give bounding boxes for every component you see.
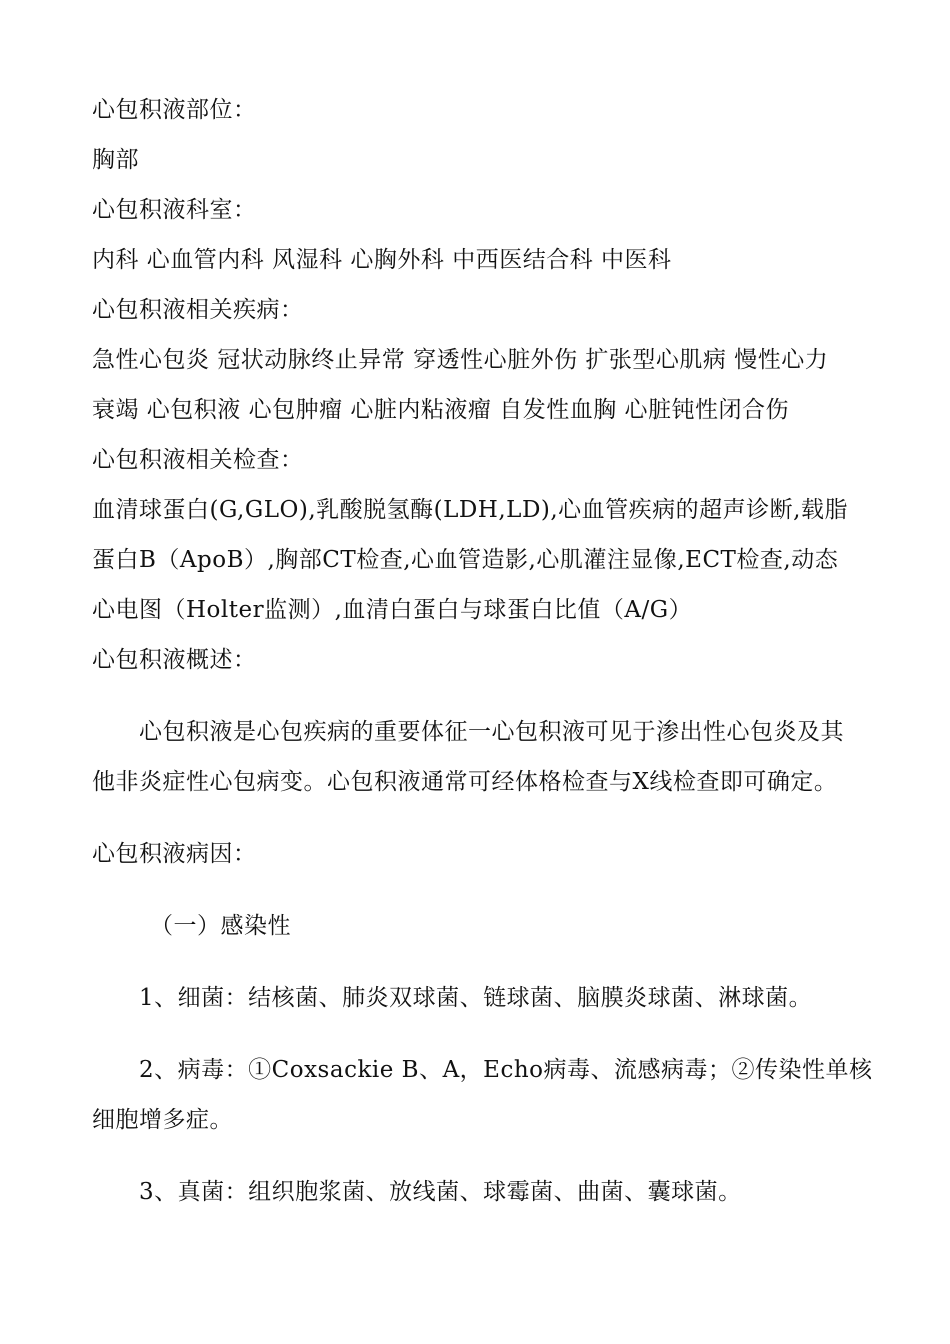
- department-heading: 心包积液科室：: [92, 197, 257, 223]
- exams-line-1: 血清球蛋白(G,GLO),乳酸脱氢酶(LDH,LD),心血管疾病的超声诊断,载脂: [92, 497, 848, 523]
- overview-line-1: 心包积液是心包疾病的重要体征一心包积液可见于渗出性心包炎及其: [139, 719, 844, 745]
- overview-heading: 心包积液概述：: [92, 647, 257, 673]
- exams-line-2: 蛋白B（ApoB）,胸部CT检查,心血管造影,心肌灌注显像,ECT检查,动态: [92, 547, 839, 573]
- cause-item-1: 1、细菌：结核菌、肺炎双球菌、链球菌、脑膜炎球菌、淋球菌。: [139, 985, 813, 1011]
- diseases-line-2: 衰竭 心包积液 心包肿瘤 心脏内粘液瘤 自发性血胸 心脏钝性闭合伤: [92, 397, 790, 423]
- cause-section-1: （一）感染性: [150, 913, 291, 939]
- cause-item-3: 3、真菌：组织胞浆菌、放线菌、球霉菌、曲菌、囊球菌。: [139, 1179, 742, 1205]
- department-value: 内科 心血管内科 风湿科 心胸外科 中西医结合科 中医科: [92, 247, 672, 273]
- cause-heading: 心包积液病因：: [92, 841, 257, 867]
- diseases-line-1: 急性心包炎 冠状动脉终止异常 穿透性心脏外伤 扩张型心肌病 慢性心力: [92, 347, 829, 373]
- cause-item-2-line-1: 2、病毒：①Coxsackie B、A，Echo病毒、流感病毒；②传染性单核: [139, 1057, 873, 1083]
- exams-line-3: 心电图（Holter监测）,血清白蛋白与球蛋白比值（A/G）: [92, 597, 693, 623]
- diseases-heading: 心包积液相关疾病：: [92, 297, 304, 323]
- overview-line-2: 他非炎症性心包病变。心包积液通常可经体格检查与X线检查即可确定。: [92, 769, 838, 795]
- location-value: 胸部: [92, 147, 139, 173]
- location-heading: 心包积液部位：: [92, 97, 257, 123]
- cause-item-2-line-2: 细胞增多症。: [92, 1107, 233, 1133]
- exams-heading: 心包积液相关检查：: [92, 447, 304, 473]
